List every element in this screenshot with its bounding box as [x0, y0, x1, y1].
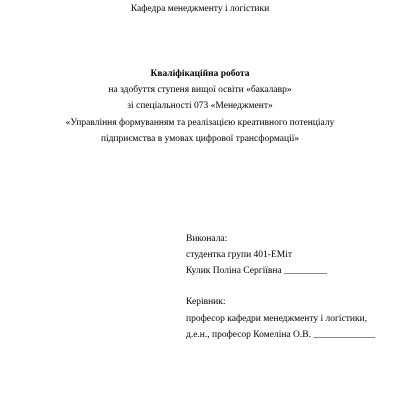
- department-heading: Кафедра менеджменту і логістики: [130, 4, 270, 14]
- topic-line-1: «Управління формуванням та реалізацією креативного потенціалу: [65, 118, 335, 128]
- executor-label: Виконала:: [186, 234, 228, 244]
- topic-line-2: підприємства в умовах цифрової трансформації»: [100, 134, 300, 144]
- degree-line: на здобуття ступеня вищої освіти «бакалавр»: [108, 85, 292, 95]
- supervisor-name: д.е.н., професор Комеліна О.В. _____________: [186, 330, 376, 340]
- executor-group: студентка групи 401-ЕМіт: [186, 250, 293, 260]
- supervisor-label: Керівник:: [186, 297, 226, 307]
- document-title: Кваліфікаційна робота: [150, 69, 250, 79]
- executor-name: Кулик Поліна Сергіївна _________: [186, 266, 327, 276]
- supervisor-position: професор кафедри менеджменту і логістики,: [186, 314, 368, 324]
- specialty-line: зі спеціальності 073 «Менеджмент»: [127, 101, 273, 111]
